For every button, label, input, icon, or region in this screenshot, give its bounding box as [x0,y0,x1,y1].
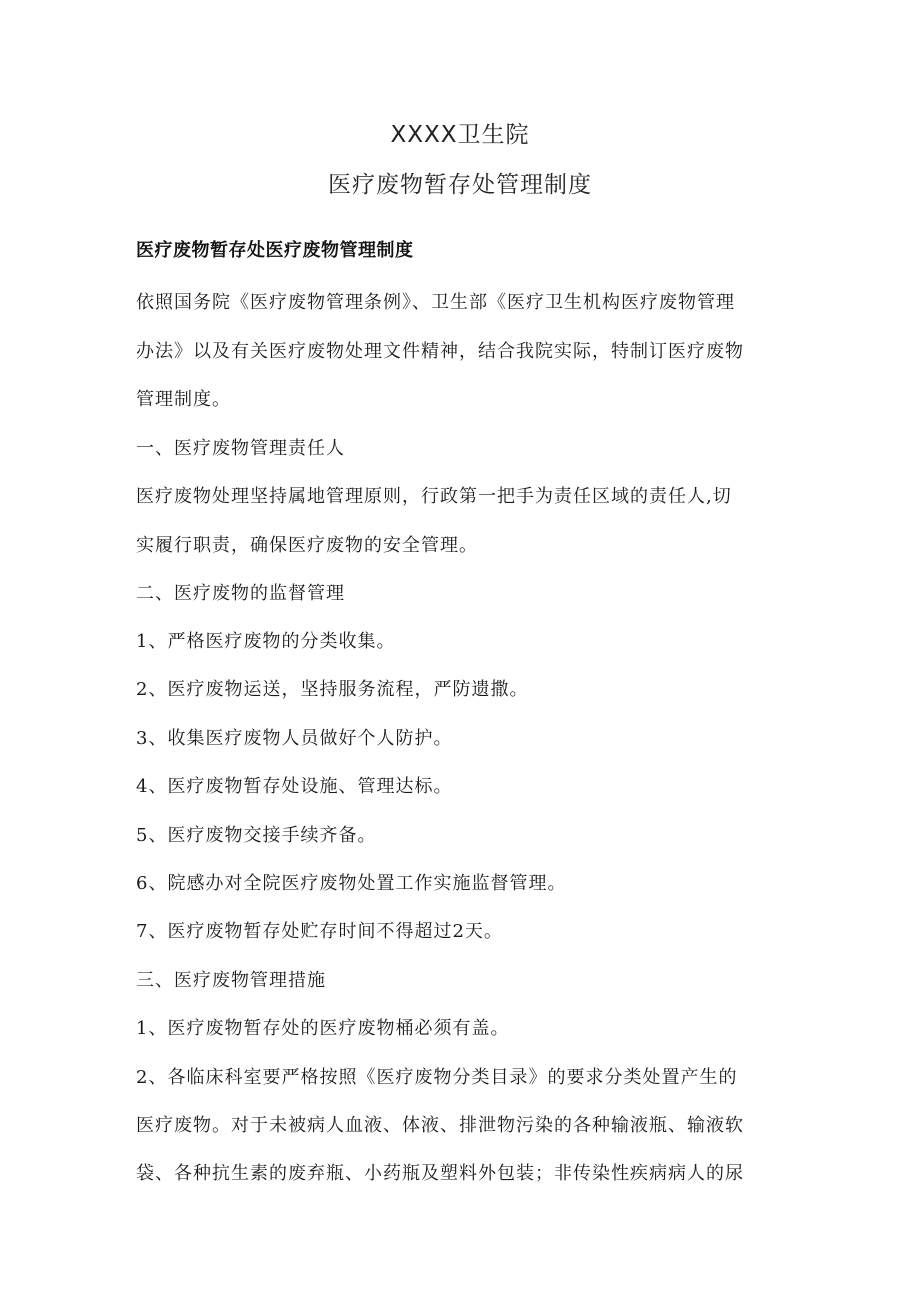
section-heading: 医疗废物暂存处医疗废物管理制度 [136,240,414,261]
body-line: 医疗废物处理坚持属地管理原则，行政第一把手为责任区域的责任人,切 [136,486,732,507]
list-item: 1、医疗废物暂存处的医疗废物桶必须有盖。 [136,1018,510,1039]
list-item: 7、医疗废物暂存处贮存时间不得超过2天。 [136,921,503,942]
list-item: 6、院感办对全院医疗废物处置工作实施监督管理。 [136,873,567,894]
list-item: 2、各临床科室要严格按照《医疗废物分类目录》的要求分类处置产生的 [136,1067,738,1088]
list-item: 3、收集医疗废物人员做好个人防护。 [136,728,453,749]
section-title: 三、医疗废物管理措施 [136,970,326,991]
body-line: 依照国务院《医疗废物管理条例》、卫生部《医疗卫生机构医疗废物管理 [136,292,735,313]
section-title: 一、医疗废物管理责任人 [136,438,345,459]
list-item: 4、医疗废物暂存处设施、管理达标。 [136,776,453,797]
list-item: 1、严格医疗废物的分类收集。 [136,631,396,652]
institution-title: XXXX卫生院 [390,122,530,148]
list-item: 5、医疗废物交接手续齐备。 [136,825,377,846]
document-title: 医疗废物暂存处管理制度 [328,172,592,198]
body-line: 医疗废物。对于未被病人血液、体液、排泄物污染的各种输液瓶、输液软 [136,1115,744,1136]
body-line: 管理制度。 [136,389,231,410]
section-title: 二、医疗废物的监督管理 [136,583,345,604]
list-item: 2、医疗废物运送，坚持服务流程，严防遗撒。 [136,679,529,700]
body-line: 袋、各种抗生素的废弃瓶、小药瓶及塑料外包装；非传染性疾病病人的尿 [136,1163,744,1184]
body-line: 实履行职责，确保医疗废物的安全管理。 [136,535,478,556]
body-line: 办法》以及有关医疗废物处理文件精神，结合我院实际，特制订医疗废物 [136,341,744,362]
